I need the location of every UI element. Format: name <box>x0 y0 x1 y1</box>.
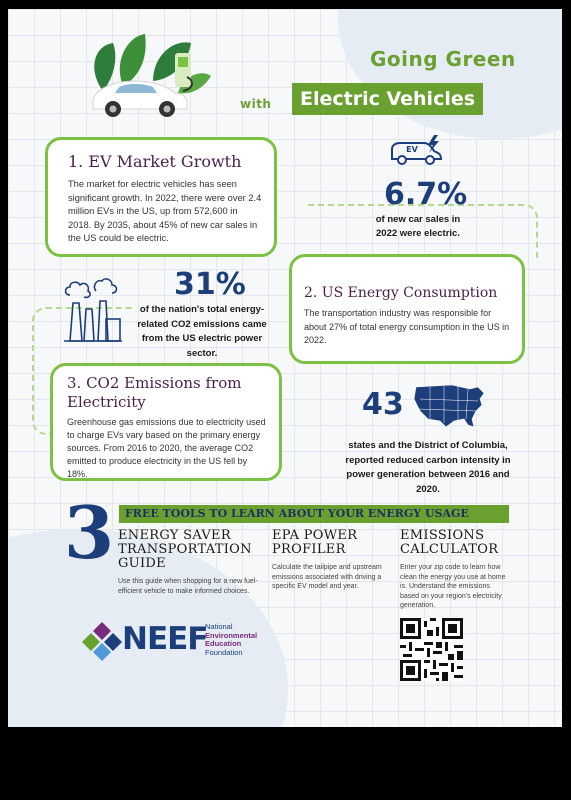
neef-foundation-name <box>205 623 257 657</box>
stat-co2-share-text: of the nation's total energy-related CO2 emissions came from the US electric power sector. <box>137 304 267 359</box>
qr-code[interactable] <box>400 618 463 681</box>
stat-ev-share-value: 6.7% <box>384 177 468 212</box>
title-line-1: Going Green <box>370 47 516 71</box>
stat-ev-share-text: of new car sales in 2022 were electric. <box>375 214 461 239</box>
tool-epa-power-profiler <box>272 529 390 592</box>
tool-emissions-calculator <box>400 529 508 611</box>
car-charging-illustration <box>83 31 213 123</box>
card-heading: 1. EV Market Growth <box>68 152 242 171</box>
infographic-poster <box>8 9 562 727</box>
background-shape-top <box>338 9 562 139</box>
card-heading: 2. US Energy Consumption <box>304 285 498 301</box>
neef-name-line: Environmental <box>205 630 258 640</box>
stat-states-value: 43 <box>362 387 404 422</box>
neef-wordmark: NEEF <box>122 621 208 657</box>
ev-icon-label: EV <box>406 145 418 154</box>
us-map-icon <box>412 381 488 431</box>
tool-title: EMISSIONS CALCULATOR <box>400 528 499 557</box>
title-with: with <box>240 97 272 111</box>
tool-title: ENERGY SAVER TRANSPORTATION GUIDE <box>118 528 252 571</box>
card-body: The market for electric vehicles has seen significant growth. In 2022, there were over 2.4 million EVs in the US, up from 572,600 in 2018. By 2035, about 45% of new car sales in the US could be electric. <box>68 179 262 243</box>
stat-co2-share-value: 31% <box>174 267 246 302</box>
card-body: The transportation industry was responsible for about 27% of total energy consumption in the US in 2022. <box>304 308 510 345</box>
neef-name-line: National <box>205 622 233 631</box>
neef-logo-mark <box>80 621 124 661</box>
title-line-2: Electric Vehicles <box>292 83 483 115</box>
card-us-energy-consumption <box>289 254 525 364</box>
stat-states-text: states and the District of Columbia, reported reduced carbon intensity in power generation between 2016 and 2020. <box>345 440 511 495</box>
card-heading: 3. CO2 Emissions from Electricity <box>67 374 242 411</box>
bottom-black-bar <box>0 727 571 800</box>
card-co2-emissions <box>50 363 282 481</box>
tool-description: Use this guide when shopping for a new fuel-efficient vehicle to make informed choices. <box>118 578 258 595</box>
card-ev-market-growth <box>45 137 277 257</box>
tool-title: EPA POWER PROFILER <box>272 528 358 557</box>
tools-banner: FREE TOOLS TO LEARN ABOUT YOUR ENERGY USAGE <box>119 505 509 523</box>
tools-number: 3 <box>64 490 115 575</box>
tool-energy-saver-guide <box>118 529 264 596</box>
neef-name-line: Education <box>205 639 242 648</box>
tool-description: Calculate the tailpipe and upstream emissions associated with driving a specific EV model and year. <box>272 564 382 590</box>
neef-name-line: Foundation <box>205 647 243 657</box>
card-body: Greenhouse gas emissions due to electricity used to charge EVs vary based on the primary energy sources. From 2016 to 2020, the average CO2 emitted to produce electricity in the US fell by 18%. <box>67 417 266 479</box>
power-plant-icon <box>60 275 124 345</box>
tool-description: Enter your zip code to learn how clean the energy you use at home is. Understand the emissions based on your region's electricity generation. <box>400 564 506 609</box>
